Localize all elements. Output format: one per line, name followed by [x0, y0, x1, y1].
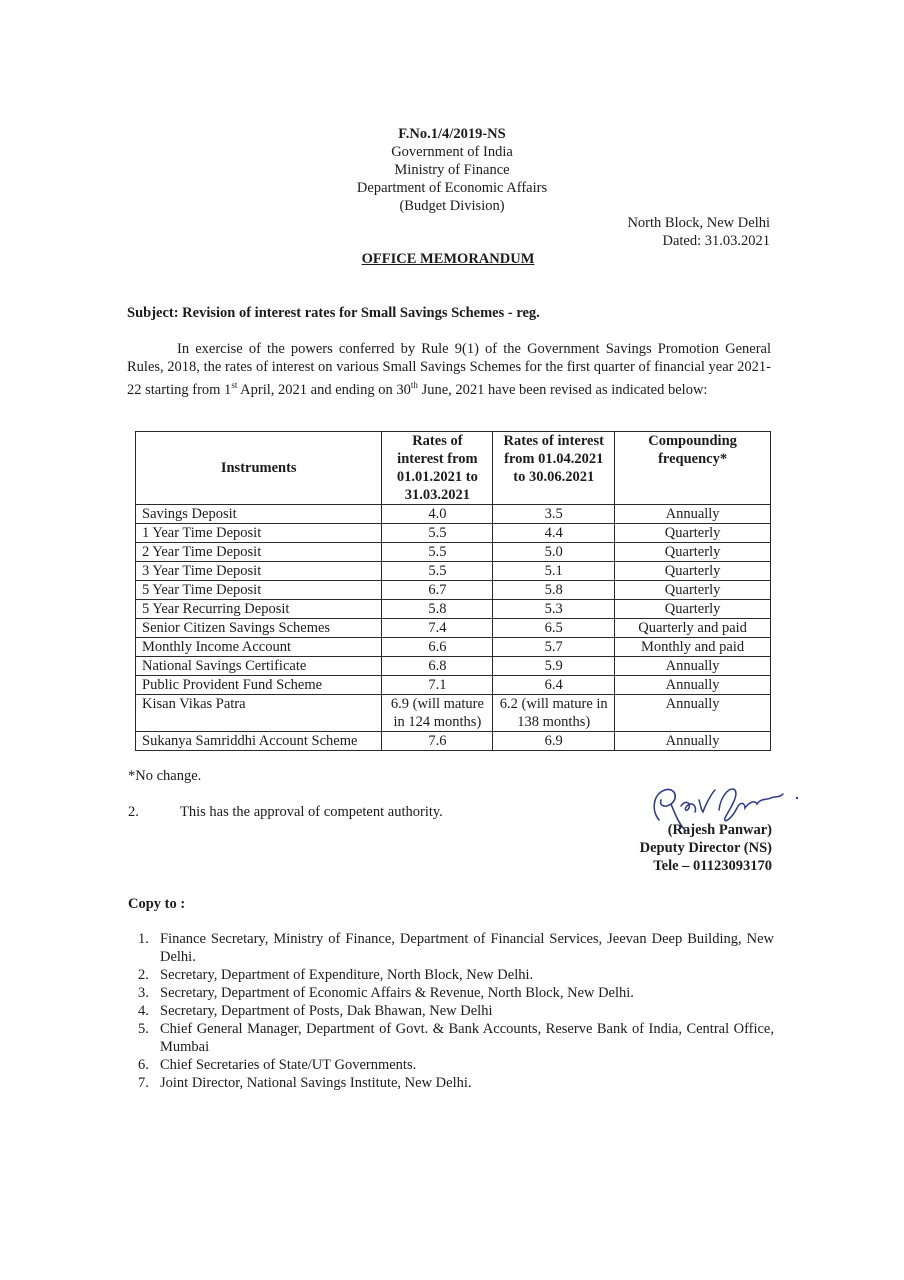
table-row — [136, 600, 771, 619]
frequency-cell: Quarterly — [615, 600, 771, 619]
table-row — [136, 543, 771, 562]
list-item — [138, 930, 774, 966]
new-rate-cell: 5.8 — [493, 581, 615, 600]
table-row — [136, 619, 771, 638]
list-item-number: 6. — [138, 1057, 149, 1073]
frequency-cell: Quarterly — [615, 562, 771, 581]
new-rate-cell: 6.9 — [493, 732, 615, 751]
table-row — [136, 695, 771, 732]
instrument-cell: 1 Year Time Deposit — [136, 524, 382, 543]
table-row — [136, 638, 771, 657]
new-rate-cell: 5.0 — [493, 543, 615, 562]
old-rate-cell: 7.1 — [382, 676, 493, 695]
new-rate-cell: 5.7 — [493, 638, 615, 657]
list-item-number: 5. — [138, 1021, 149, 1037]
old-rate-cell: 6.8 — [382, 657, 493, 676]
list-item-number: 3. — [138, 985, 149, 1001]
letterhead-line-government: Government of India — [391, 144, 513, 160]
table-row — [136, 581, 771, 600]
instrument-cell: 5 Year Recurring Deposit — [136, 600, 382, 619]
header-compounding: Compounding frequency* — [615, 432, 771, 505]
frequency-cell: Annually — [615, 505, 771, 524]
letterhead-line-ministry: Ministry of Finance — [394, 162, 510, 178]
list-item — [138, 1002, 774, 1020]
instrument-cell: 3 Year Time Deposit — [136, 562, 382, 581]
approval-text: This has the approval of competent authority. — [180, 804, 443, 820]
table-row — [136, 562, 771, 581]
list-item-text: Chief General Manager, Department of Govt. & Bank Accounts, Reserve Bank of India, Central Office, Mumbai — [160, 1021, 774, 1055]
table-footnote: *No change. — [128, 768, 202, 784]
table-row — [136, 524, 771, 543]
instrument-cell: Senior Citizen Savings Schemes — [136, 619, 382, 638]
place: North Block, New Delhi — [627, 215, 770, 231]
approval-number: 2. — [128, 804, 139, 820]
list-item-text: Secretary, Department of Expenditure, North Block, New Delhi. — [160, 967, 534, 983]
instrument-cell: 5 Year Time Deposit — [136, 581, 382, 600]
paragraph-text-1: In exercise of the powers conferred by Rule 9(1) of the Government Savings Promotion General Rules, 2018, the rates of interest on various Small Savings Schemes for the first quarter of financial year 2021-22 starting from 1 — [127, 341, 771, 398]
paragraph-sup-1: st — [231, 380, 238, 390]
instrument-cell: 2 Year Time Deposit — [136, 543, 382, 562]
frequency-cell: Quarterly — [615, 581, 771, 600]
table-row — [136, 732, 771, 751]
list-item-number: 2. — [138, 967, 149, 983]
old-rate-cell: 5.8 — [382, 600, 493, 619]
file-number: F.No.1/4/2019-NS — [398, 126, 506, 142]
signatory-designation: Deputy Director (NS) — [639, 840, 772, 856]
old-rate-cell: 4.0 — [382, 505, 493, 524]
header-rate-old: Rates of interest from 01.01.2021 to 31.03.2021 — [382, 432, 493, 505]
letterhead-line-department: Department of Economic Affairs — [356, 180, 548, 196]
frequency-cell: Monthly and paid — [615, 638, 771, 657]
paragraph-sup-2: th — [410, 380, 418, 390]
old-rate-cell: 5.5 — [382, 562, 493, 581]
paragraph-text-2: April, 2021 and ending on 30 — [237, 381, 411, 398]
new-rate-cell: 3.5 — [493, 505, 615, 524]
frequency-cell: Quarterly — [615, 543, 771, 562]
frequency-cell: Annually — [615, 676, 771, 695]
list-item — [138, 1056, 774, 1074]
copy-to-label: Copy to : — [128, 896, 186, 912]
signatory-block — [640, 821, 772, 875]
letterhead — [0, 125, 904, 215]
memo-title: OFFICE MEMORANDUM — [361, 251, 535, 267]
list-item-text: Finance Secretary, Ministry of Finance, Department of Financial Services, Jeevan Deep Building, New Delhi. — [160, 931, 774, 965]
new-rate-cell: 6.5 — [493, 619, 615, 638]
header-rate-new: Rates of interest from 01.04.2021 to 30.06.2021 — [493, 432, 615, 505]
table-header-row — [136, 432, 771, 505]
old-rate-cell: 6.7 — [382, 581, 493, 600]
letterhead-line-division: (Budget Division) — [399, 198, 505, 214]
list-item — [138, 984, 774, 1002]
frequency-cell: Annually — [615, 657, 771, 676]
list-item-number: 1. — [138, 931, 149, 947]
frequency-cell: Quarterly — [615, 524, 771, 543]
header-instruments: Instruments — [136, 432, 382, 505]
frequency-cell: Annually — [615, 732, 771, 751]
frequency-cell: Annually — [615, 695, 771, 732]
place-and-date — [627, 214, 770, 250]
signatory-phone: Tele – 01123093170 — [653, 858, 772, 874]
list-item-number: 7. — [138, 1075, 149, 1091]
table-row — [136, 657, 771, 676]
list-item — [138, 966, 774, 984]
old-rate-cell: 5.5 — [382, 524, 493, 543]
instrument-cell: Monthly Income Account — [136, 638, 382, 657]
list-item-text: Chief Secretaries of State/UT Governments. — [160, 1057, 417, 1073]
new-rate-cell: 5.1 — [493, 562, 615, 581]
paragraph-text-3: June, 2021 have been revised as indicated below: — [417, 381, 708, 398]
list-item-text: Secretary, Department of Posts, Dak Bhawan, New Delhi — [160, 1003, 493, 1019]
new-rate-cell: 6.2 (will mature in 138 months) — [493, 695, 615, 732]
old-rate-cell: 6.9 (will mature in 124 months) — [382, 695, 493, 732]
new-rate-cell: 4.4 — [493, 524, 615, 543]
list-item-text: Secretary, Department of Economic Affairs & Revenue, North Block, New Delhi. — [160, 985, 634, 1001]
interest-rates-table — [135, 431, 771, 751]
instrument-cell: Savings Deposit — [136, 505, 382, 524]
date: Dated: 31.03.2021 — [662, 233, 770, 249]
subject-line: Subject: Revision of interest rates for Small Savings Schemes - reg. — [127, 305, 540, 321]
table-row — [136, 505, 771, 524]
list-item-text: Joint Director, National Savings Institute, New Delhi. — [160, 1075, 472, 1091]
old-rate-cell: 7.6 — [382, 732, 493, 751]
instrument-cell: Sukanya Samriddhi Account Scheme — [136, 732, 382, 751]
instrument-cell: Kisan Vikas Patra — [136, 695, 382, 732]
list-item — [138, 1074, 774, 1092]
approval-note — [128, 804, 443, 821]
instrument-cell: Public Provident Fund Scheme — [136, 676, 382, 695]
instrument-cell: National Savings Certificate — [136, 657, 382, 676]
old-rate-cell: 5.5 — [382, 543, 493, 562]
new-rate-cell: 5.9 — [493, 657, 615, 676]
new-rate-cell: 5.3 — [493, 600, 615, 619]
list-item — [138, 1020, 774, 1056]
frequency-cell: Quarterly and paid — [615, 619, 771, 638]
old-rate-cell: 7.4 — [382, 619, 493, 638]
body-paragraph — [127, 340, 771, 399]
list-item-number: 4. — [138, 1003, 149, 1019]
copy-to-list — [138, 930, 774, 1092]
table-row — [136, 676, 771, 695]
old-rate-cell: 6.6 — [382, 638, 493, 657]
signatory-name: (Rajesh Panwar) — [667, 822, 772, 838]
new-rate-cell: 6.4 — [493, 676, 615, 695]
